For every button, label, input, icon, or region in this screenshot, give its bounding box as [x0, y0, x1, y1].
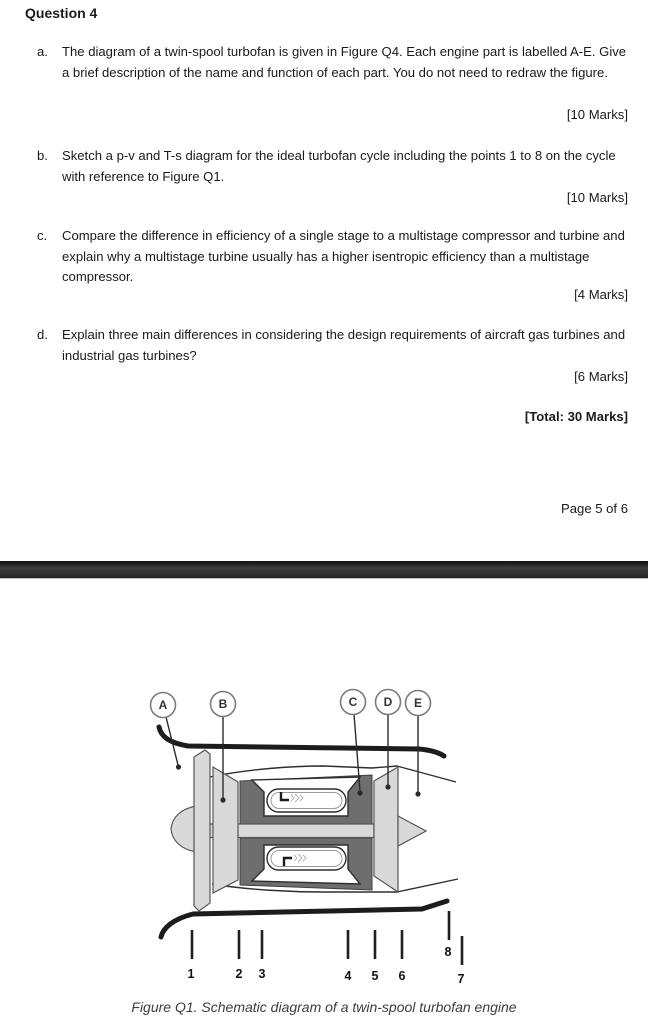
question-item-a — [37, 42, 628, 83]
item-text: The diagram of a twin-spool turbofan is given in Figure Q4. Each engine part is labelled A-E. Give a brief description of the name and function of each part. You do not need to redraw the figure. — [62, 44, 627, 80]
exhaust-cone — [398, 816, 426, 846]
station-number-4: 4 — [344, 969, 352, 983]
station-number-5: 5 — [371, 969, 379, 983]
item-text: Explain three main differences in considering the design requirements of aircraft gas turbines and industrial gas turbines? — [62, 327, 626, 363]
section-divider — [0, 561, 648, 579]
item-letter: d. — [37, 327, 48, 342]
station-number-2: 2 — [235, 967, 243, 981]
leader-dot-a — [176, 764, 181, 769]
total-marks: [Total: 30 Marks] — [524, 409, 628, 424]
question-item-b — [37, 146, 628, 187]
leader-dot-c — [357, 790, 362, 795]
spinner-cone — [171, 806, 196, 852]
item-letter: b. — [37, 148, 48, 163]
part-label-c: C — [348, 695, 358, 709]
part-label-b: B — [218, 697, 228, 711]
figure-caption: Figure Q1. Schematic diagram of a twin-spool turbofan engine — [131, 999, 517, 1015]
station-number-3: 3 — [258, 967, 266, 981]
station-number-6: 6 — [398, 969, 406, 983]
fan-blade — [194, 750, 210, 911]
leader-dot-b — [220, 797, 225, 802]
item-text: Sketch a p-v and T-s diagram for the ideal turbofan cycle including the points 1 to 8 on the cycle with reference to Figure Q1. — [62, 148, 616, 184]
page-number: Page 5 of 6 — [561, 501, 628, 516]
item-letter: c. — [37, 228, 48, 243]
station-number-1: 1 — [187, 967, 195, 981]
item-letter: a. — [37, 44, 48, 59]
marks-label-d: [6 Marks] — [574, 369, 628, 384]
question-item-d — [37, 325, 628, 366]
marks-label-c: [4 Marks] — [574, 287, 628, 302]
question-title: Question 4 — [25, 5, 98, 21]
marks-label-b: [10 Marks] — [566, 190, 628, 205]
station-number-8: 8 — [444, 945, 452, 959]
lp-compressor — [213, 767, 238, 893]
figure-q1-diagram — [0, 580, 648, 1024]
leader-dot-d — [385, 784, 390, 789]
part-label-e: E — [413, 696, 423, 710]
leader-dot-e — [415, 791, 420, 796]
marks-label-a: [10 Marks] — [566, 107, 628, 122]
station-number-7: 7 — [457, 972, 465, 986]
part-label-d: D — [383, 695, 393, 709]
part-label-a: A — [158, 698, 168, 712]
question-item-c — [37, 226, 628, 288]
item-text: Compare the difference in efficiency of a single stage to a multistage compressor and turbine and explain why a multistage turbine usually has a higher isentropic efficiency than a multistage compressor. — [62, 228, 625, 285]
